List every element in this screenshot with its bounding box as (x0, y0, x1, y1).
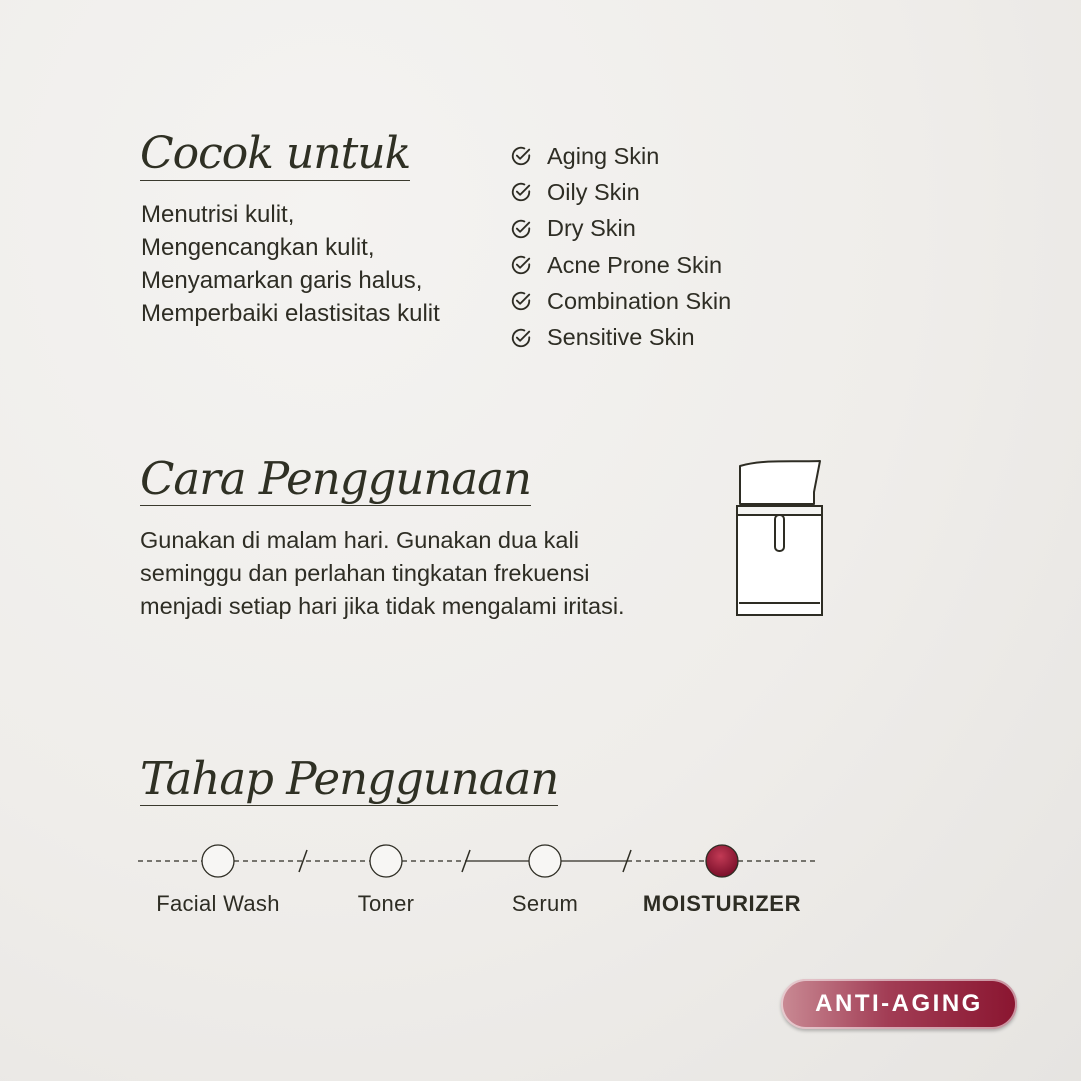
pump-bottle-icon (734, 458, 826, 620)
steps-heading: Tahap Penggunaan (140, 752, 559, 805)
anti-aging-badge: ANTI-AGING (781, 979, 1017, 1029)
step-label-active: MOISTURIZER (642, 891, 802, 916)
step-dot-active (706, 845, 738, 877)
skin-type-item (510, 319, 731, 355)
routine-steps (0, 830, 1081, 930)
check-circle-icon (510, 327, 532, 349)
benefit-item: Menutrisi kulit, (141, 201, 295, 228)
check-circle-icon (510, 290, 532, 312)
skin-type-label: Dry Skin (547, 215, 636, 242)
step-dot (529, 845, 561, 877)
benefits-list (141, 198, 440, 330)
check-circle-icon (510, 181, 532, 203)
check-circle-icon (510, 254, 532, 276)
skin-type-item (510, 247, 731, 283)
skin-type-item (510, 211, 731, 247)
benefit-item: Menyamarkan garis halus, (141, 267, 423, 294)
usage-instructions (140, 524, 625, 623)
usage-heading: Cara Penggunaan (140, 452, 531, 505)
benefit-item: Memperbaiki elastisitas kulit (141, 300, 440, 327)
skin-type-item (510, 138, 731, 174)
skin-type-label: Oily Skin (547, 178, 640, 205)
step-dot (202, 845, 234, 877)
benefit-item: Mengencangkan kulit, (141, 234, 375, 261)
steps-track (0, 830, 1081, 890)
usage-line: seminggu dan perlahan tingkatan frekuensi (140, 560, 590, 586)
step-label: Facial Wash (156, 891, 280, 916)
usage-line: Gunakan di malam hari. Gunakan dua kali (140, 527, 579, 553)
skin-type-label: Combination Skin (547, 287, 732, 314)
skin-type-item (510, 174, 731, 210)
skin-type-label: Aging Skin (547, 142, 660, 169)
usage-line: menjadi setiap hari jika tidak mengalami iritasi. (140, 593, 625, 619)
skin-type-list (510, 138, 731, 356)
check-circle-icon (510, 218, 532, 240)
check-circle-icon (510, 145, 532, 167)
skin-type-label: Sensitive Skin (547, 324, 695, 351)
step-label: Serum (511, 891, 579, 916)
step-dot (370, 845, 402, 877)
skin-type-label: Acne Prone Skin (547, 251, 723, 278)
suitable-heading: Cocok untuk (140, 128, 411, 179)
step-label: Toner (357, 891, 415, 916)
skin-type-item (510, 283, 731, 319)
